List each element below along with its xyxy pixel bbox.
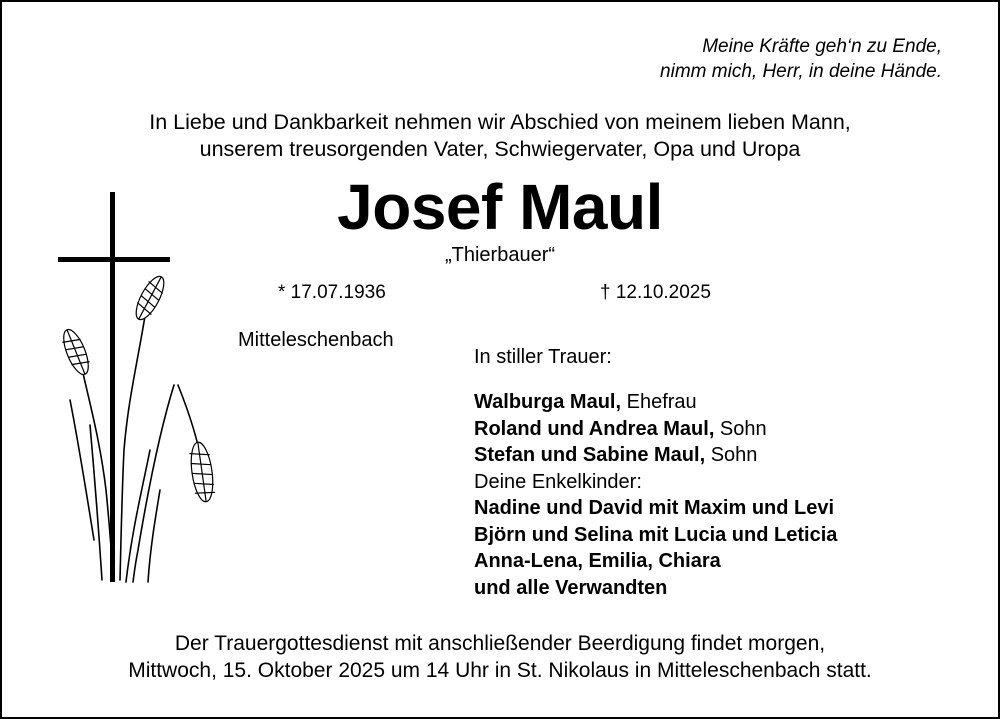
funeral-notice [0,630,1000,684]
death-date: † 12.10.2025 [600,282,711,303]
deceased-nickname: „Thierbauer“ [444,244,556,266]
bible-quote [660,34,942,84]
mourner-line: Nadine und David mit Maxim und Levi [474,497,835,519]
mourner-line: Björn und Selina mit Lucia und Leticia [474,523,838,546]
funeral-line-2: Mittwoch, 15. Oktober 2025 um 14 Uhr in St. Nikolaus in Mitteleschenbach statt. [128,659,872,682]
intro-line-1: In Liebe und Dankbarkeit nehmen wir Abschied von meinem lieben Mann, [149,110,851,134]
quote-line-1: Meine Kräfte geh‘n zu Ende, [702,36,942,57]
mourner-line: Anna-Lena, Emilia, Chiara [474,550,721,572]
deceased-name: Josef Maul [337,171,663,243]
birth-date: * 17.07.1936 [278,282,386,303]
intro-text [0,109,1000,163]
mourner-line: Roland und Andrea Maul, Sohn [474,417,767,440]
intro-line-2: unserem treusorgenden Vater, Schwiegervater, Opa und Uropa [199,137,801,161]
mourner-line: und alle Verwandten [474,576,668,599]
quote-line-2: nimm mich, Herr, in deine Hände. [660,61,942,82]
mourner-line: Walburga Maul, Ehefrau [474,391,697,413]
mourners-heading: In stiller Trauer: [474,346,612,368]
funeral-line-1: Der Trauergottesdienst mit anschließender Beerdigung findet morgen, [174,632,826,655]
cross-with-wheat-icon [50,190,230,585]
mourner-line: Deine Enkelkinder: [474,470,642,493]
mourners-list [474,389,837,601]
mourner-line: Stefan und Sabine Maul, Sohn [474,444,758,466]
hometown: Mitteleschenbach [238,329,394,351]
